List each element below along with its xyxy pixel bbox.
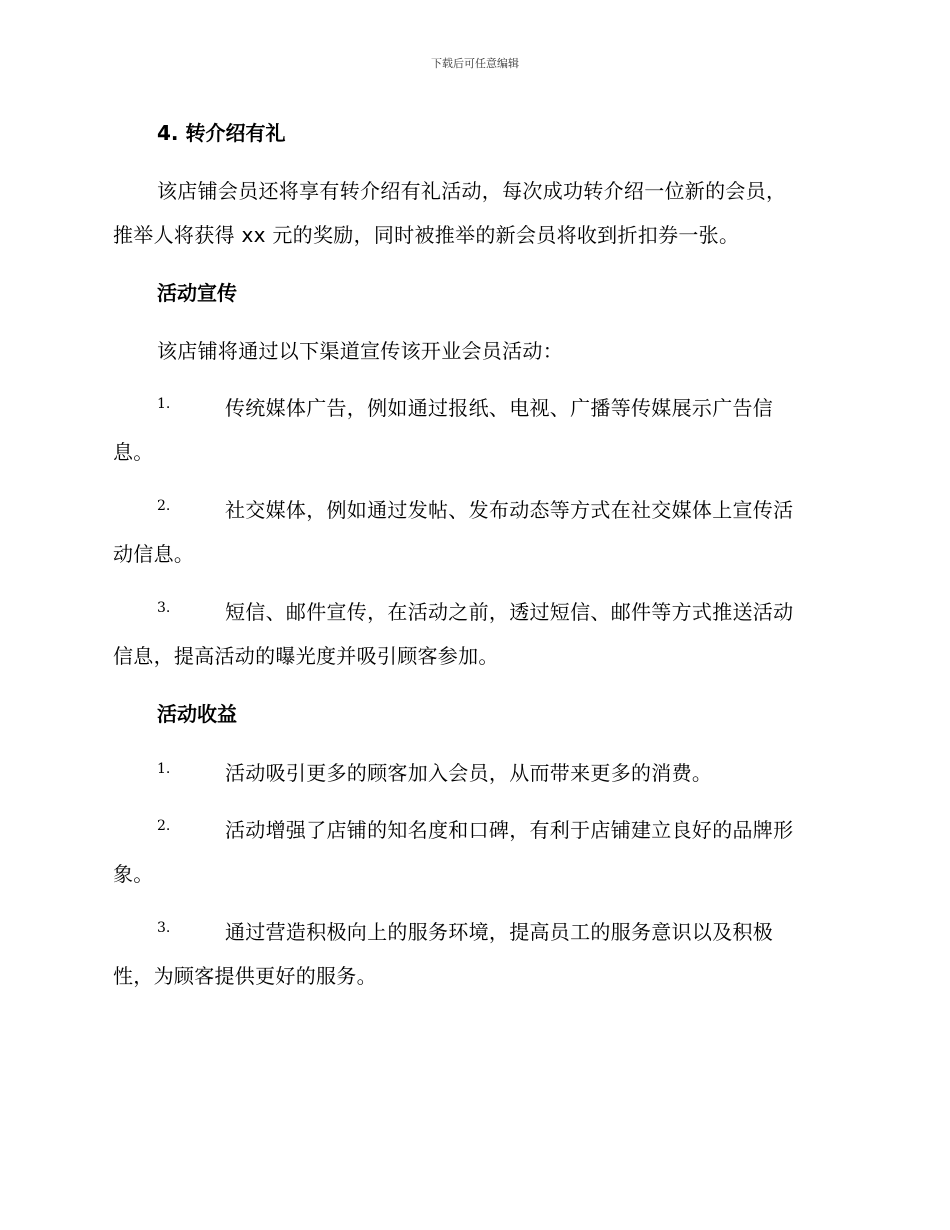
- list-item-text-continued: 性，为顾客提供更好的服务。: [113, 964, 377, 988]
- list-item-text: 短信、邮件宣传，在活动之前，透过短信、邮件等方式推送活动: [225, 600, 794, 624]
- page-header: 下载后可任意编辑: [431, 57, 519, 70]
- list-item-number: 2.: [157, 498, 171, 514]
- list-item-text-continued: 息。: [113, 440, 154, 464]
- list-item-text: 活动增强了店铺的知名度和口碑，有利于店铺建立良好的品牌形: [225, 818, 794, 842]
- list-item-text: 传统媒体广告，例如通过报纸、电视、广播等传媒展示广告信: [225, 396, 774, 420]
- list-item-text-continued: 动信息。: [113, 542, 195, 566]
- list-item-number: 3.: [157, 600, 171, 616]
- list-item-text: 通过营造积极向上的服务环境，提高员工的服务意识以及积极: [225, 920, 774, 944]
- referral-paragraph-line-1: 该店铺会员还将享有转介绍有礼活动，每次成功转介绍一位新的会员，: [157, 179, 787, 203]
- referral-paragraph-line-2: 推举人将获得 xx 元的奖励，同时被推举的新会员将收到折扣券一张。: [113, 223, 740, 247]
- list-item-number: 2.: [157, 818, 171, 834]
- list-item-text-continued: 信息，提高活动的曝光度并吸引顾客参加。: [113, 644, 499, 668]
- section-heading-promotion: 活动宣传: [157, 281, 237, 305]
- list-item-number: 3.: [157, 920, 171, 936]
- list-item-text: 活动吸引更多的顾客加入会员，从而带来更多的消费。: [225, 761, 713, 785]
- list-item-number: 1.: [157, 396, 171, 412]
- section-heading-benefits: 活动收益: [157, 702, 237, 726]
- list-item-number: 1.: [157, 761, 171, 777]
- list-item-text: 社交媒体，例如通过发帖、发布动态等方式在社交媒体上宣传活: [225, 498, 794, 522]
- section-heading-referral: 4. 转介绍有礼: [157, 121, 286, 145]
- promotion-intro: 该店铺将通过以下渠道宣传该开业会员活动：: [157, 339, 563, 363]
- list-item-text-continued: 象。: [113, 862, 154, 886]
